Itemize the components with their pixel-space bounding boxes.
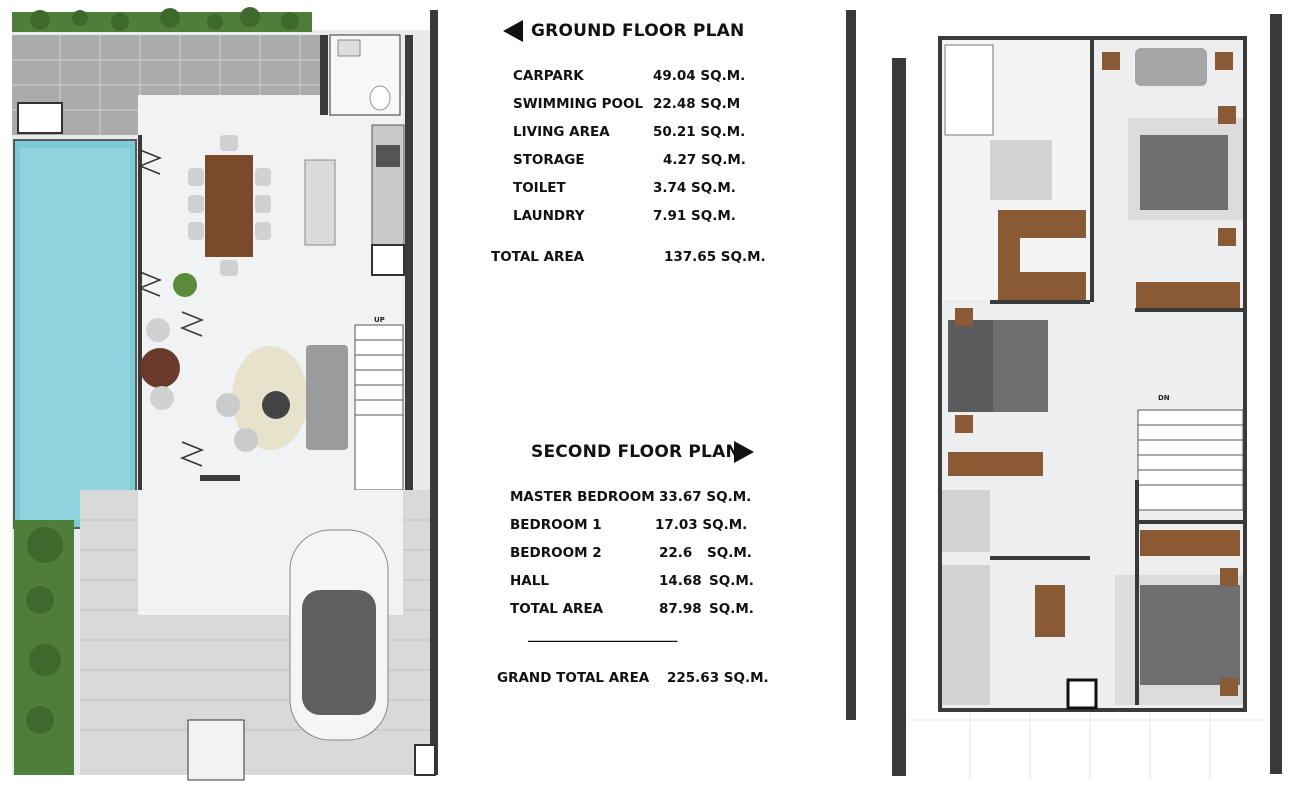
sofa xyxy=(306,345,348,450)
second-row-value: 22.6 xyxy=(659,545,693,561)
second-floor-plan xyxy=(840,0,1290,786)
ground-row-value: 50.21 SQ.M. xyxy=(653,124,746,140)
ground-total-label: TOTAL AREA xyxy=(491,249,585,265)
ground-row-label: STORAGE xyxy=(513,152,585,168)
ground-row-label: LIVING AREA xyxy=(513,124,610,140)
second-row-unit: SQ.M. xyxy=(709,573,754,589)
second-row-value: 87.98 xyxy=(659,601,702,617)
second-row-unit: SQ.M. xyxy=(709,601,754,617)
ground-row-label: TOILET xyxy=(513,180,566,196)
ground-row-value: 3.74 SQ.M. xyxy=(653,180,736,196)
ground-row-value: 49.04 SQ.M. xyxy=(653,68,746,84)
second-floor-title: SECOND FLOOR PLAN xyxy=(531,442,740,462)
ground-row-label: LAUNDRY xyxy=(513,208,585,224)
ground-row-value: 4.27 SQ.M. xyxy=(663,152,746,168)
ground-row-value: 7.91 SQ.M. xyxy=(653,208,736,224)
second-row-label: HALL xyxy=(510,573,549,589)
ground-floor-plan xyxy=(0,0,445,786)
grand-total-value: 225.63 SQ.M. xyxy=(667,670,769,686)
kitchen-counter xyxy=(372,125,404,245)
stair-dn-label: DN xyxy=(1158,394,1170,402)
grand-total-label: GRAND TOTAL AREA xyxy=(497,670,650,686)
second-row-label: TOTAL AREA xyxy=(510,601,604,617)
kitchen-island xyxy=(305,160,335,245)
second-row-label: BEDROOM 2 xyxy=(510,545,602,561)
ground-row-label: SWIMMING POOL xyxy=(513,96,644,112)
ground-row-label: CARPARK xyxy=(513,68,584,84)
second-row-value: 33.67 SQ.M. xyxy=(659,489,752,505)
second-row-value: 17.03 SQ.M. xyxy=(655,517,748,533)
ground-total-value: 137.65 SQ.M. xyxy=(664,249,766,265)
dining-table xyxy=(205,155,253,257)
left-arrow-icon xyxy=(503,20,523,42)
right-arrow-icon xyxy=(734,441,754,463)
second-row-value: 14.68 xyxy=(659,573,702,589)
master-wardrobe xyxy=(1136,282,1240,308)
ground-floor-title: GROUND FLOOR PLAN xyxy=(531,21,745,41)
ground-stair xyxy=(355,325,403,490)
second-row-label: BEDROOM 1 xyxy=(510,517,602,533)
second-stair xyxy=(1138,410,1243,510)
second-row-label: MASTER BEDROOM xyxy=(510,489,655,505)
stair-up-label: UP xyxy=(374,316,385,324)
divider: _______________________ xyxy=(528,628,678,643)
second-row-unit: SQ.M. xyxy=(707,545,752,561)
ground-row-value: 22.48 SQ.M xyxy=(653,96,741,112)
